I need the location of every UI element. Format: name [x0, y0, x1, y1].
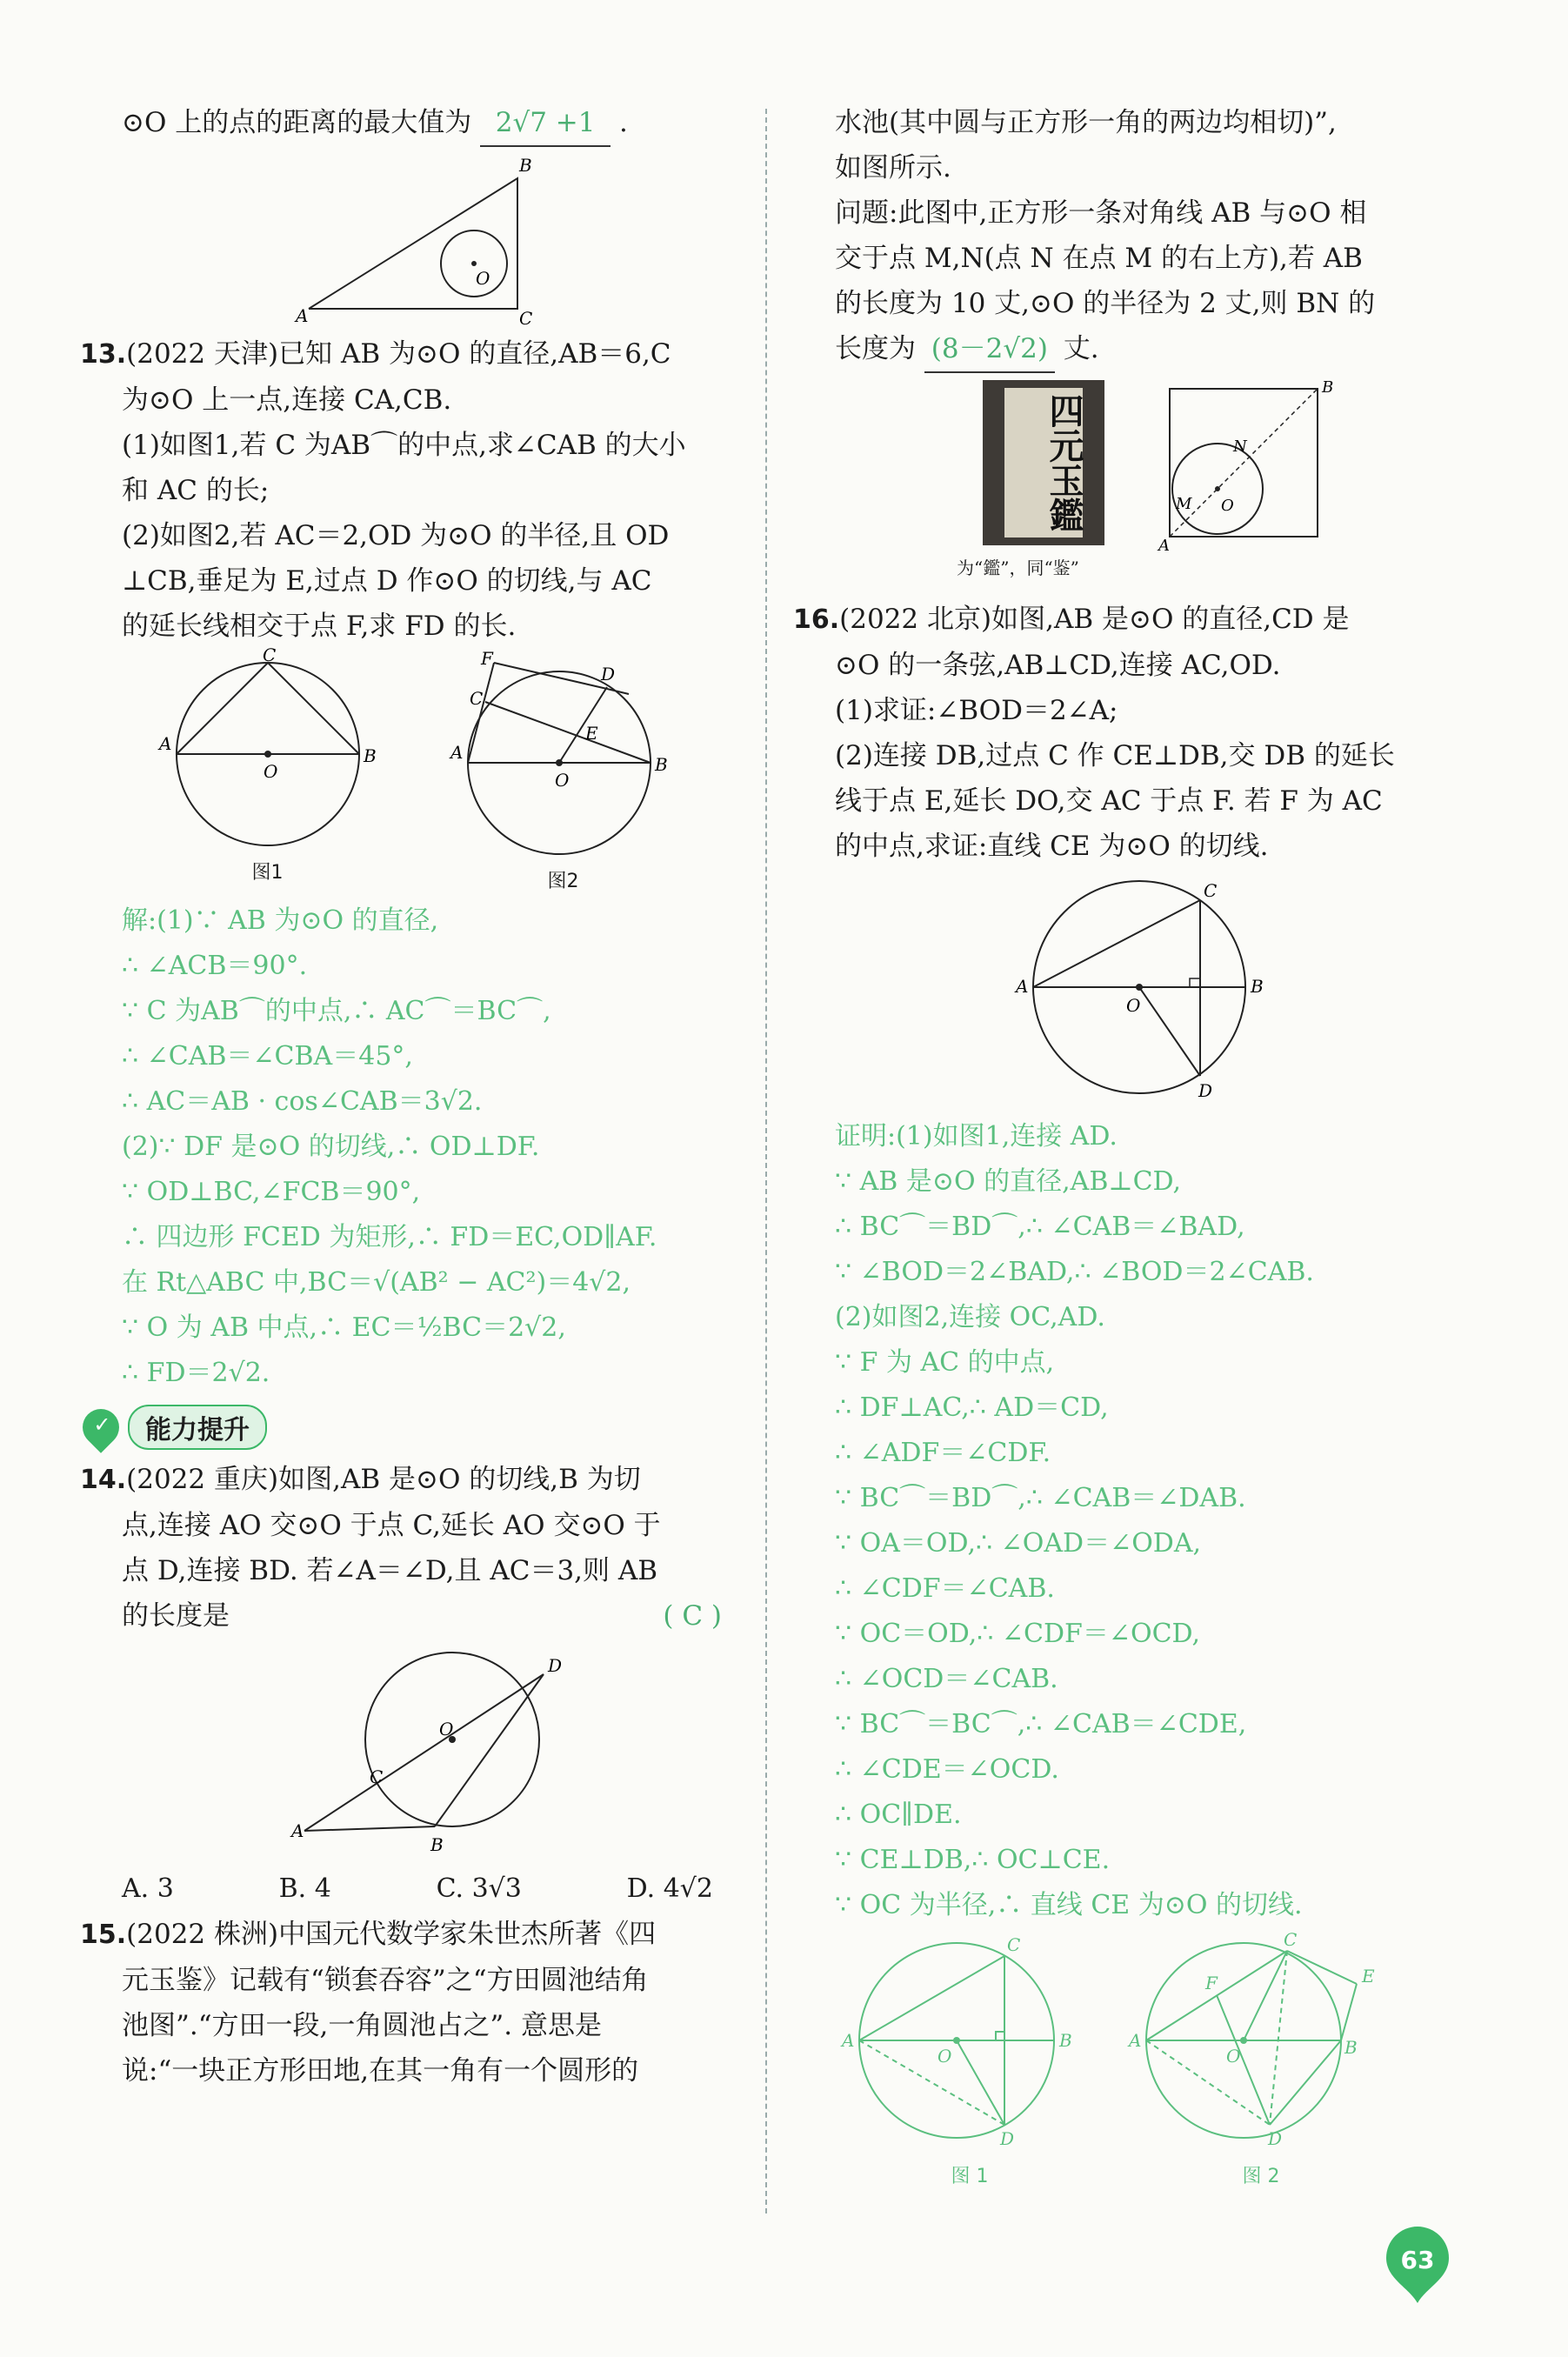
label-b: B — [519, 155, 532, 176]
question-14: 14.(2022 重庆)如图,AB 是⊙O 的切线,B 为切 点,连接 AO 交⊙O 于点 C,延长 AO 交⊙O 于 点 D,连接 BD. 若∠A＝∠D,且 AC＝3,则 AB 的长度是 ( C ) — [122, 1457, 748, 1639]
svg-text:D: D — [600, 664, 615, 684]
svg-text:N: N — [1233, 437, 1247, 456]
q12-answer: 2√7 +1 — [480, 100, 611, 147]
svg-text:D: D — [1000, 2128, 1015, 2149]
question-13 — [80, 331, 748, 649]
svg-text:E: E — [584, 723, 598, 744]
label-o: O — [476, 268, 490, 289]
page-number: 63 — [1400, 2246, 1435, 2274]
choice-a: A. 3 — [122, 1873, 174, 1904]
q13-line: 和 AC 的长; — [122, 475, 270, 506]
solution-line: ∴ ∠CDE＝∠OCD. — [835, 1754, 1059, 1785]
svg-text:A: A — [1129, 2030, 1142, 2051]
svg-text:C: C — [1284, 1929, 1298, 1950]
q15-continued: 水池(其中圆与正方形一角的两边均相切)”, 如图所示. 问题:此图中,正方形一条对角线 AB 与⊙O 相 交于点 M,N(点 N 在点 M 的右上方),若 AB 的长度为 10 丈,⊙O 的半径为 2 丈,则 BN 的 长度为 (8－2√2) 丈. — [835, 100, 1444, 373]
label-c: C — [519, 308, 533, 329]
svg-text:A: A — [1016, 976, 1029, 997]
svg-text:B: B — [1059, 2030, 1072, 2051]
q13-line: (2022 天津)已知 AB 为⊙O 的直径,AB＝6,C — [126, 338, 671, 370]
q16-solution — [835, 1114, 1444, 1928]
svg-text:D: D — [1268, 2128, 1283, 2149]
svg-text:O: O — [1126, 995, 1141, 1016]
q12-tail: ⊙O 上的点的距离的最大值为 2√7 +1 . — [122, 100, 748, 147]
solution-line: ∵ AB 是⊙O 的直径,AB⊥CD, — [835, 1166, 1182, 1197]
solution-line: ∴ ∠ACB＝90°. — [122, 951, 308, 981]
column-divider — [765, 109, 767, 2213]
choice-b: B. 4 — [278, 1873, 331, 1904]
question-16: 16.(2022 北京)如图,AB 是⊙O 的直径,CD 是 ⊙O 的一条弦,AB⊥CD,连接 AC,OD. (1)求证:∠BOD＝2∠A; (2)连接 DB,过点 C 作 CE⊥DB,交 DB 的延长 线于点 E,延长 DO,交 AC 于点 F. 若 F 为 AC 的中点,求证:直线 CE 为⊙O 的切线. — [793, 604, 1395, 862]
svg-text:E: E — [1362, 1966, 1375, 1986]
q14-figure — [287, 1644, 583, 1861]
svg-text:O: O — [1226, 2046, 1241, 2067]
book-chars: 四元玉鑑 — [1004, 388, 1083, 538]
q15-number: 15. — [80, 1920, 127, 1950]
label-a: A — [296, 305, 309, 326]
q16-figure — [1000, 874, 1278, 1109]
svg-text:B: B — [363, 745, 377, 766]
solution-line: 证明:(1)如图1,连接 AD. — [835, 1121, 1118, 1152]
solution-line: ∴ BC⌒＝BD⌒,∴ ∠CAB＝∠BAD, — [835, 1212, 1245, 1242]
solution-line: ∴ AC＝AB · cos∠CAB＝3√2. — [122, 1086, 483, 1117]
left-column — [80, 100, 748, 2093]
svg-text:A: A — [842, 2030, 855, 2051]
sol-fig1-caption: 图 1 — [951, 2166, 989, 2187]
svg-text:A: A — [450, 742, 463, 763]
question-15: 15.(2022 株洲)中国元代数学家朱世杰所著《四 元玉鉴》记载有“锁套吞容”之“方田圆池结角 池图”.“方田一段,一角圆池占之”. 意思是 说:“一块正方形田地,在其一角有一个圆形的 — [80, 1919, 657, 2087]
q13-figure-2 — [446, 648, 681, 863]
svg-text:C: C — [1007, 1934, 1021, 1955]
q13-line: (2)如图2,若 AC＝2,OD 为⊙O 的半径,且 OD — [122, 520, 670, 551]
solution-line: ∴ ∠CDF＝∠CAB. — [835, 1573, 1055, 1604]
svg-text:F: F — [1205, 1973, 1218, 1993]
solution-line: ∵ OD⊥BC,∠FCB＝90°, — [122, 1177, 421, 1207]
right-column — [793, 100, 1444, 2188]
solution-figures — [835, 1929, 1444, 2188]
q13-line: ⊥CB,垂足为 E,过点 D 作⊙O 的切线,与 AC — [122, 565, 652, 597]
q13-line: (1)如图1,若 C 为AB⌒的中点,求∠CAB 的大小 — [122, 430, 686, 461]
svg-text:M: M — [1176, 495, 1192, 513]
fig2-caption: 图2 — [547, 871, 579, 892]
q13-figures — [122, 644, 713, 893]
svg-text:A: A — [1158, 537, 1170, 555]
svg-text:B: B — [1251, 976, 1264, 997]
svg-text:O: O — [439, 1719, 454, 1739]
solution-line: ∵ BC⌒＝BD⌒,∴ ∠CAB＝∠DAB. — [835, 1483, 1246, 1513]
svg-text:A: A — [158, 733, 171, 754]
svg-text:C: C — [1204, 880, 1218, 901]
svg-text:B: B — [1322, 378, 1334, 397]
q13-line: 的延长线相交于点 F,求 FD 的长. — [122, 611, 517, 642]
page-number-badge — [1383, 2227, 1452, 2305]
q15-answer: (8－2√2) — [924, 326, 1055, 373]
svg-text:B: B — [430, 1834, 444, 1855]
sol-fig2-caption: 图 2 — [1242, 2166, 1280, 2187]
leaf-icon: ✓ — [75, 1401, 126, 1452]
svg-text:B: B — [1344, 2037, 1358, 2058]
solution-line: ∵ ∠BOD＝2∠BAD,∴ ∠BOD＝2∠CAB. — [835, 1257, 1314, 1287]
solution-line: ∵ OC 为半径,∴ 直线 CE 为⊙O 的切线. — [835, 1890, 1303, 1920]
solution-line: ∴ FD＝2√2. — [122, 1358, 270, 1388]
solution-line: ∵ C 为AB⌒的中点,∴ AC⌒＝BC⌒, — [122, 996, 551, 1026]
solution-line: 在 Rt△ABC 中,BC＝√(AB² − AC²)＝4√2, — [122, 1267, 631, 1298]
fig1-caption: 图1 — [251, 862, 284, 884]
solution-line: ∵ F 为 AC 的中点, — [835, 1347, 1055, 1378]
q12-figure — [291, 152, 578, 329]
solution-line: (2)∵ DF 是⊙O 的切线,∴ OD⊥DF. — [122, 1132, 540, 1162]
q16-number: 16. — [793, 604, 840, 635]
q13-line: 为⊙O 上一点,连接 CA,CB. — [122, 384, 452, 416]
section-badge — [83, 1405, 748, 1450]
q15-figures — [957, 378, 1444, 579]
svg-text:O: O — [1221, 497, 1234, 515]
book-caption: 为“鑑”，同“鉴” — [957, 558, 1079, 578]
solution-line: ∴ 四边形 FCED 为矩形,∴ FD＝EC,OD∥AF. — [122, 1222, 657, 1252]
q14-choices — [122, 1866, 713, 1912]
q15-figure — [1157, 378, 1334, 555]
solution-figure-2 — [1122, 1929, 1400, 2158]
svg-text:O: O — [263, 761, 277, 782]
svg-text:D: D — [1198, 1080, 1213, 1101]
solution-line: ∴ DF⊥AC,∴ AD＝CD, — [835, 1392, 1109, 1423]
svg-text:A: A — [291, 1820, 304, 1841]
choice-c: C. 3√3 — [436, 1873, 522, 1904]
svg-text:D: D — [548, 1655, 563, 1676]
q14-answer: ( C ) — [663, 1600, 722, 1632]
svg-text:C: C — [469, 688, 483, 709]
solution-line: ∵ BC⌒＝BC⌒,∴ ∠CAB＝∠CDE, — [835, 1709, 1247, 1739]
book-image — [983, 380, 1104, 545]
svg-text:C: C — [370, 1766, 384, 1787]
svg-text:O: O — [937, 2046, 952, 2067]
solution-line: ∵ OA＝OD,∴ ∠OAD＝∠ODA, — [835, 1528, 1202, 1559]
solution-line: 解:(1)∵ AB 为⊙O 的直径, — [122, 905, 439, 936]
svg-text:C: C — [262, 644, 276, 665]
solution-line: (2)如图2,连接 OC,AD. — [835, 1302, 1105, 1332]
q14-number: 14. — [80, 1465, 127, 1495]
choice-d: D. 4√2 — [626, 1873, 713, 1904]
svg-text:F: F — [480, 648, 493, 669]
section-label: 能力提升 — [128, 1405, 267, 1450]
svg-text:B: B — [654, 754, 668, 775]
solution-line: ∵ CE⊥DB,∴ OC⊥CE. — [835, 1845, 1111, 1875]
solution-line: ∴ ∠CAB＝∠CBA＝45°, — [122, 1041, 413, 1072]
solution-line: ∴ OC∥DE. — [835, 1799, 962, 1830]
solution-line: ∵ OC＝OD,∴ ∠CDF＝∠OCD, — [835, 1619, 1201, 1649]
svg-text:O: O — [554, 770, 569, 791]
solution-figure-1 — [835, 1932, 1104, 2158]
q13-number: 13. — [80, 339, 127, 370]
solution-line: ∴ ∠OCD＝∠CAB. — [835, 1664, 1058, 1694]
q13-solution — [122, 898, 748, 1396]
solution-line: ∵ O 为 AB 中点,∴ EC＝½BC＝2√2, — [122, 1312, 566, 1343]
solution-line: ∴ ∠ADF＝∠CDF. — [835, 1438, 1051, 1468]
q13-figure-1 — [155, 644, 381, 854]
